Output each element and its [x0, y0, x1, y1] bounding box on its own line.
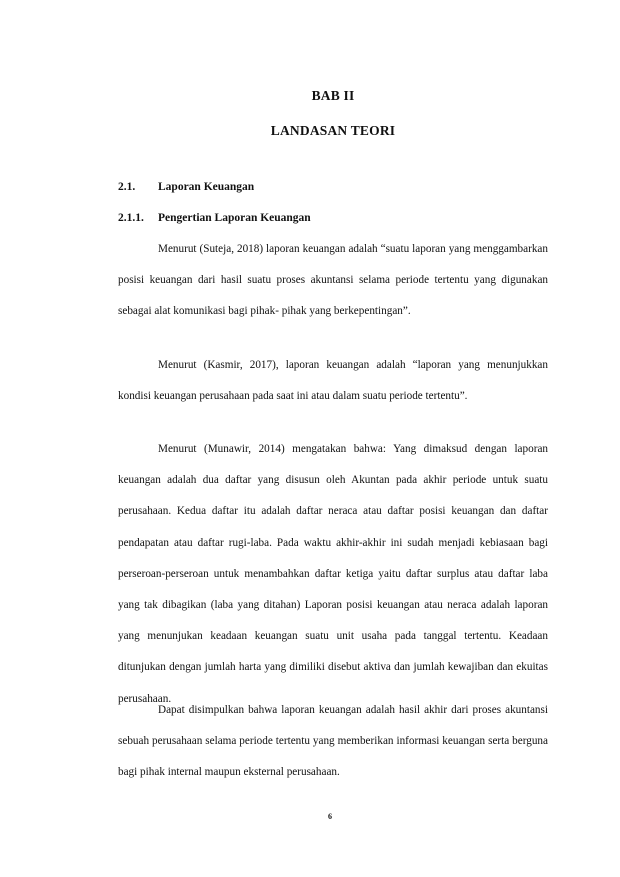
section-title: Pengertian Laporan Keuangan [158, 212, 311, 224]
section-title: Laporan Keuangan [158, 181, 255, 193]
section-number: 2.1.1. [118, 212, 144, 224]
section-number: 2.1. [118, 181, 136, 193]
section-heading-2-1 [118, 181, 254, 193]
chapter-title: LANDASAN TEORI [270, 123, 396, 138]
paragraph-suteja: Menurut (Suteja, 2018) laporan keuangan adalah “suatu laporan yang menggambarkan posisi keuangan dari hasil suatu proses akuntansi selama periode tertentu yang digunakan sebagai alat komunikasi bagi pihak- pihak yang berkepentingan”. [118, 243, 548, 318]
page-number: 6 [328, 812, 332, 821]
paragraph-munawir: Menurut (Munawir, 2014) mengatakan bahwa: Yang dimaksud dengan laporan keuangan adalah dua daftar yang disusun oleh Akuntan pada akhir periode untuk suatu perusahaan. Kedua daftar itu adalah daftar neraca atau daftar posisi keuangan dan daftar pendapatan atau daftar rugi-laba. Pada waktu akhir-akhir ini sudah menjadi kebiasaan bagi perseroan-perseroan untuk menambahkan daftar ketiga yaitu daftar surplus atau daftar laba yang tak dibagikan (laba yang ditahan) Laporan posisi keuangan atau neraca adalah laporan yang menunjukan keadaan keuangan suatu unit usaha pada tanggal tertentu. Keadaan ditunjukan dengan jumlah harta yang dimiliki disebut aktiva dan jumlah kewajiban dan ekuitas perusahaan. [118, 443, 548, 705]
paragraph-conclusion: Dapat disimpulkan bahwa laporan keuangan adalah hasil akhir dari proses akuntansi sebuah perusahaan selama periode tertentu yang memberikan informasi keuangan serta berguna bagi pihak internal maupun eksternal perusahaan. [118, 704, 548, 779]
paragraph-kasmir: Menurut (Kasmir, 2017), laporan keuangan adalah “laporan yang menunjukkan kondisi keuangan perusahaan pada saat ini atau dalam suatu periode tertentu”. [118, 359, 548, 403]
chapter-heading: BAB II [311, 88, 355, 103]
section-heading-2-1-1 [118, 212, 311, 224]
